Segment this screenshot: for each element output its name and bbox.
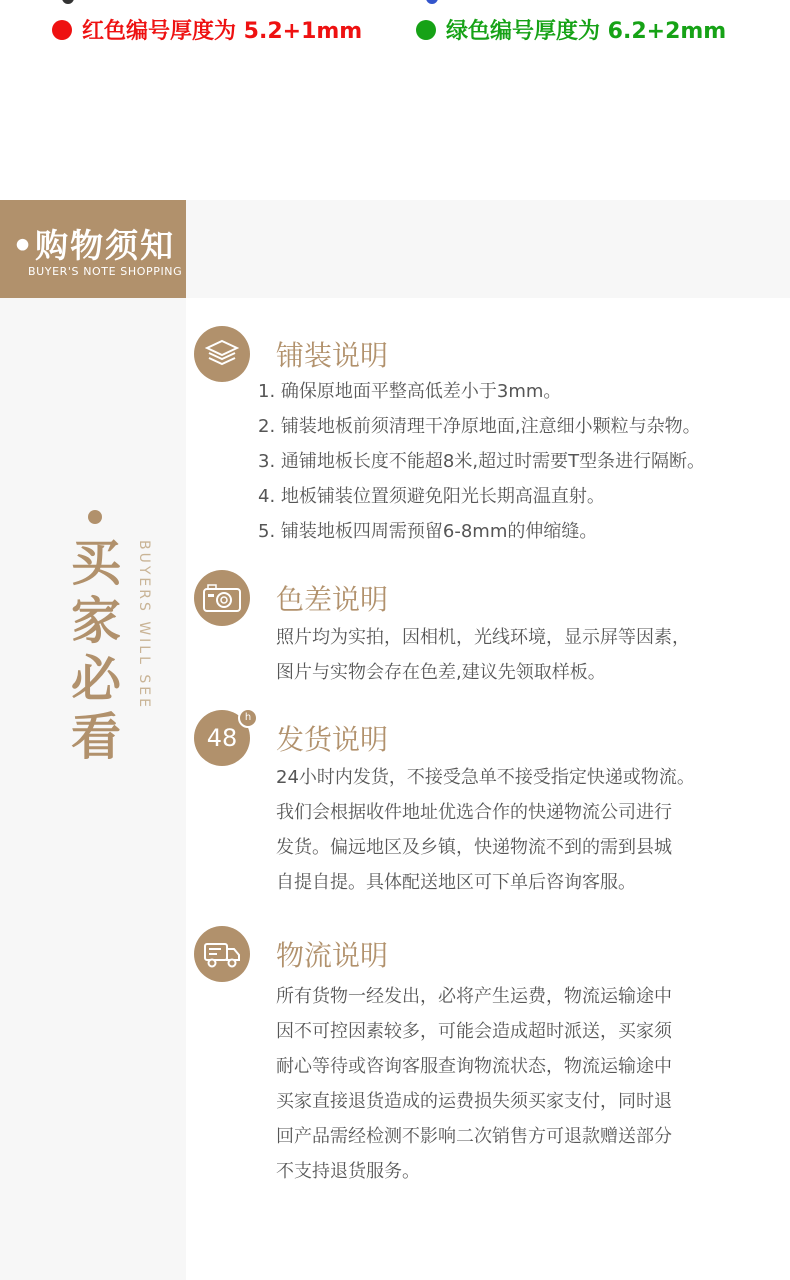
legend-green-label: 绿色编号厚度为 6.2+2mm [446,19,727,44]
list-item: 2. 铺装地板前须清理干净原地面,注意细小颗粒与杂物。 [258,416,701,437]
48h-icon-text: 48 [206,724,238,752]
left-sidebar [0,298,186,1280]
section-title: 色差说明 [276,583,389,616]
sidebar-dot-icon [88,510,102,524]
section-body [258,374,705,549]
list-item: 4. 地板铺装位置须避免阳光长期高温直射。 [258,486,605,507]
list-item: 发货。偏远地区及乡镇，快递物流不到的需到县城 [276,837,672,858]
cutoff-dot-blue [426,0,438,4]
list-item: 回产品需经检测不影响二次销售方可退款赠送部分 [276,1126,672,1147]
buyers-must-see-title [66,534,126,766]
list-item: 24小时内发货，不接受急单不接受指定快递或物流。 [276,767,695,788]
legend-red-label: 红色编号厚度为 5.2+1mm [82,19,363,44]
red-dot-icon [52,20,72,40]
thickness-legend [52,14,772,54]
section-title: 发货说明 [276,723,389,756]
list-item: 不支持退货服务。 [276,1161,420,1182]
list-item: 买家直接退货造成的运费损失须买家支付，同时退 [276,1091,672,1112]
section-title: 物流说明 [276,939,389,972]
section-body [276,620,690,690]
legend-red-item [52,14,362,45]
truck-icon [194,926,250,982]
list-item: 自提自提。具体配送地区可下单后咨询客服。 [276,872,636,893]
list-item: 图片与实物会存在色差,建议先领取样板。 [276,662,606,683]
list-item: 1. 确保原地面平整高低差小于3mm。 [258,381,562,402]
sidebar-title-char: 买 [71,534,121,592]
list-item: 耐心等待或咨询客服查询物流状态，物流运输途中 [276,1056,672,1077]
shopping-notice-badge [0,200,186,298]
section-body [276,760,695,900]
section-title: 铺装说明 [276,339,389,372]
list-item: 3. 通铺地板长度不能超8米,超过时需要T型条进行隔断。 [258,451,706,472]
notice-header-band [186,200,790,298]
cutoff-dot-dark [62,0,74,4]
buyers-will-see-subtitle: BUYERS WILL SEE [136,540,152,710]
section-body [276,979,672,1189]
list-item: 5. 铺装地板四周需预留6-8mm的伸缩缝。 [258,521,598,542]
list-item: 照片均为实拍，因相机，光线环境，显示屏等因素， [276,627,690,648]
notice-title: •购物须知 [12,226,176,265]
green-dot-icon [416,20,436,40]
camera-icon [194,570,250,626]
sidebar-title-char: 必 [71,650,121,708]
hour-badge: h [238,708,258,728]
notice-subtitle: BUYER'S NOTE SHOPPING [28,265,183,278]
layers-icon [194,326,250,382]
sidebar-title-char: 看 [71,708,121,766]
legend-green-item [416,14,726,45]
list-item: 所有货物一经发出，必将产生运费，物流运输途中 [276,986,672,1007]
sidebar-title-char: 家 [71,592,121,650]
list-item: 我们会根据收件地址优选合作的快递物流公司进行 [276,802,672,823]
list-item: 因不可控因素较多，可能会造成超时派送，买家须 [276,1021,672,1042]
